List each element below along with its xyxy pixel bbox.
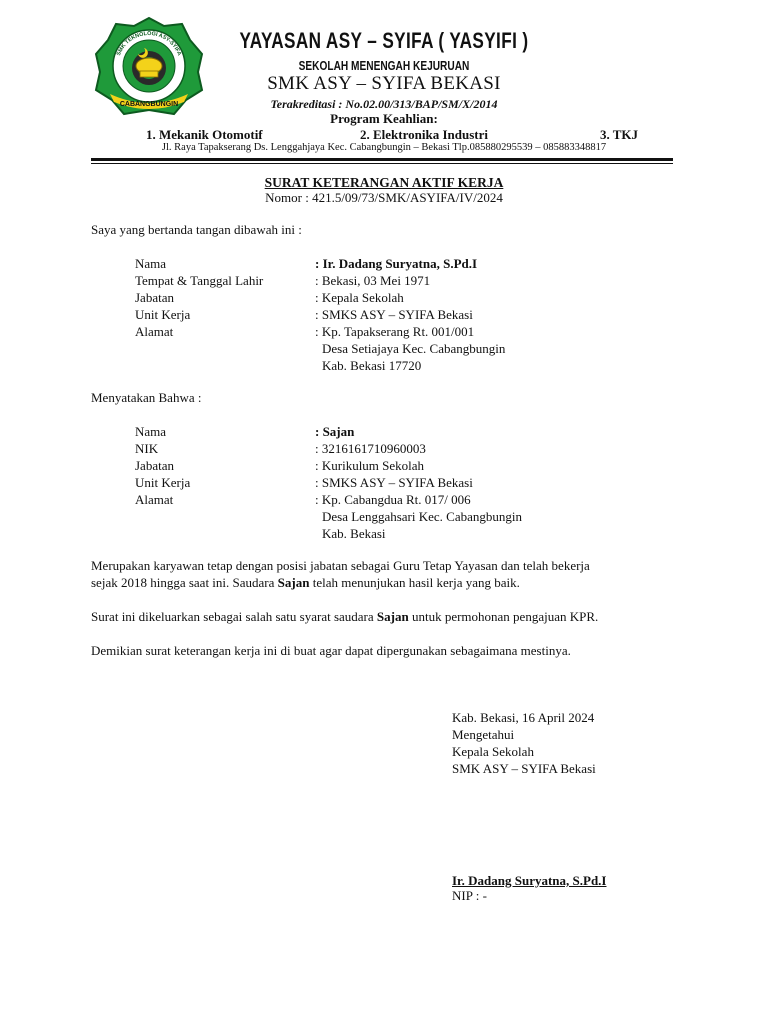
signer-address-line2: Desa Setiajaya Kec. Cabangbungin [322, 341, 506, 356]
signer-label-position: Jabatan [135, 290, 174, 305]
signer-value-unit: : SMKS ASY – SYIFA Bekasi [315, 307, 473, 322]
header-divider-thin [91, 163, 673, 164]
employee-label-unit: Unit Kerja [135, 475, 191, 490]
paragraph-3: Demikian surat keterangan kerja ini di buat agar dapat dipergunakan sebagaimana mestinya. [91, 643, 571, 658]
states-text: Menyatakan Bahwa : [91, 390, 202, 405]
letter-title: SURAT KETERANGAN AKTIF KERJA [264, 175, 504, 190]
employee-value-name: : Sajan [315, 424, 355, 439]
employee-label-name: Nama [135, 424, 167, 439]
school-address: Jl. Raya Tapakserang Ds. Lenggahjaya Kec. Cabangbungin – Bekasi Tlp.085880295539 – 085883348817 [161, 142, 607, 153]
closing-school: SMK ASY – SYIFA Bekasi [452, 761, 596, 776]
signer-label-birth: Tempat & Tanggal Lahir [135, 273, 264, 288]
closing-place-date: Kab. Bekasi, 16 April 2024 [452, 710, 595, 725]
employee-label-nik: NIK [135, 441, 159, 456]
paragraph-1-line-1: Merupakan karyawan tetap dengan posisi jabatan sebagai Guru Tetap Yayasan dan telah bekerja [91, 558, 590, 573]
signer-value-name: : Ir. Dadang Suryatna, S.Pd.I [315, 256, 478, 271]
paragraph-1-line-2: sejak 2018 hingga saat ini. Saudara Sajan telah menunjukan hasil kerja yang baik. [91, 575, 520, 590]
employee-address-line3: Kab. Bekasi [322, 526, 386, 541]
program-3: 3. TKJ [600, 127, 639, 142]
signer-value-address: : Kp. Tapakserang Rt. 001/001 [315, 324, 475, 339]
signer-value-position: : Kepala Sekolah [315, 290, 404, 305]
employee-label-address: Alamat [135, 492, 174, 507]
closing-position: Kepala Sekolah [452, 744, 534, 759]
program-1: 1. Mekanik Otomotif [146, 127, 263, 142]
intro-text: Saya yang bertanda tangan dibawah ini : [91, 222, 302, 237]
program-heading: Program Keahlian: [330, 111, 438, 126]
signer-label-address: Alamat [135, 324, 174, 339]
employee-label-position: Jabatan [135, 458, 174, 473]
signer-value-birth: : Bekasi, 03 Mei 1971 [315, 273, 431, 288]
paragraph-2: Surat ini dikeluarkan sebagai salah satu syarat saudara Sajan untuk permohonan pengajuan KPR. [91, 609, 599, 624]
header-divider-thick [91, 158, 673, 161]
employee-value-nik: : 3216161710960003 [315, 441, 426, 456]
employee-value-address: : Kp. Cabangdua Rt. 017/ 006 [315, 492, 471, 507]
employee-name-inline-2: Sajan [376, 609, 409, 624]
signer-label-unit: Unit Kerja [135, 307, 191, 322]
logo-bottom-text: CABANGBUNGIN [119, 101, 179, 108]
closing-nip: NIP : - [452, 888, 487, 903]
closing-ack: Mengetahui [452, 727, 515, 742]
employee-value-unit: : SMKS ASY – SYIFA Bekasi [315, 475, 473, 490]
school-name: SMK ASY – SYIFA BEKASI [267, 73, 501, 94]
closing-signer-name: Ir. Dadang Suryatna, S.Pd.I [452, 873, 607, 888]
org-name: YAYASAN ASY – SYIFA ( YASYIFI ) [239, 28, 529, 53]
employee-address-line2: Desa Lenggahsari Kec. Cabangbungin [322, 509, 522, 524]
signer-label-name: Nama [135, 256, 167, 271]
employee-name-inline: Sajan [277, 575, 310, 590]
logo-ring-text: SMK TEKNOLOGI ASY-SYIFA [115, 30, 183, 57]
program-2: 2. Elektronika Industri [360, 127, 488, 142]
accreditation: Terakreditasi : No.02.00/313/BAP/SM/X/2014 [270, 97, 498, 111]
letter-number: Nomor : 421.5/09/73/SMK/ASYIFA/IV/2024 [265, 190, 503, 205]
signer-address-line3: Kab. Bekasi 17720 [322, 358, 422, 373]
school-type: SEKOLAH MENENGAH KEJURUAN [298, 58, 470, 73]
employee-value-position: : Kurikulum Sekolah [315, 458, 425, 473]
